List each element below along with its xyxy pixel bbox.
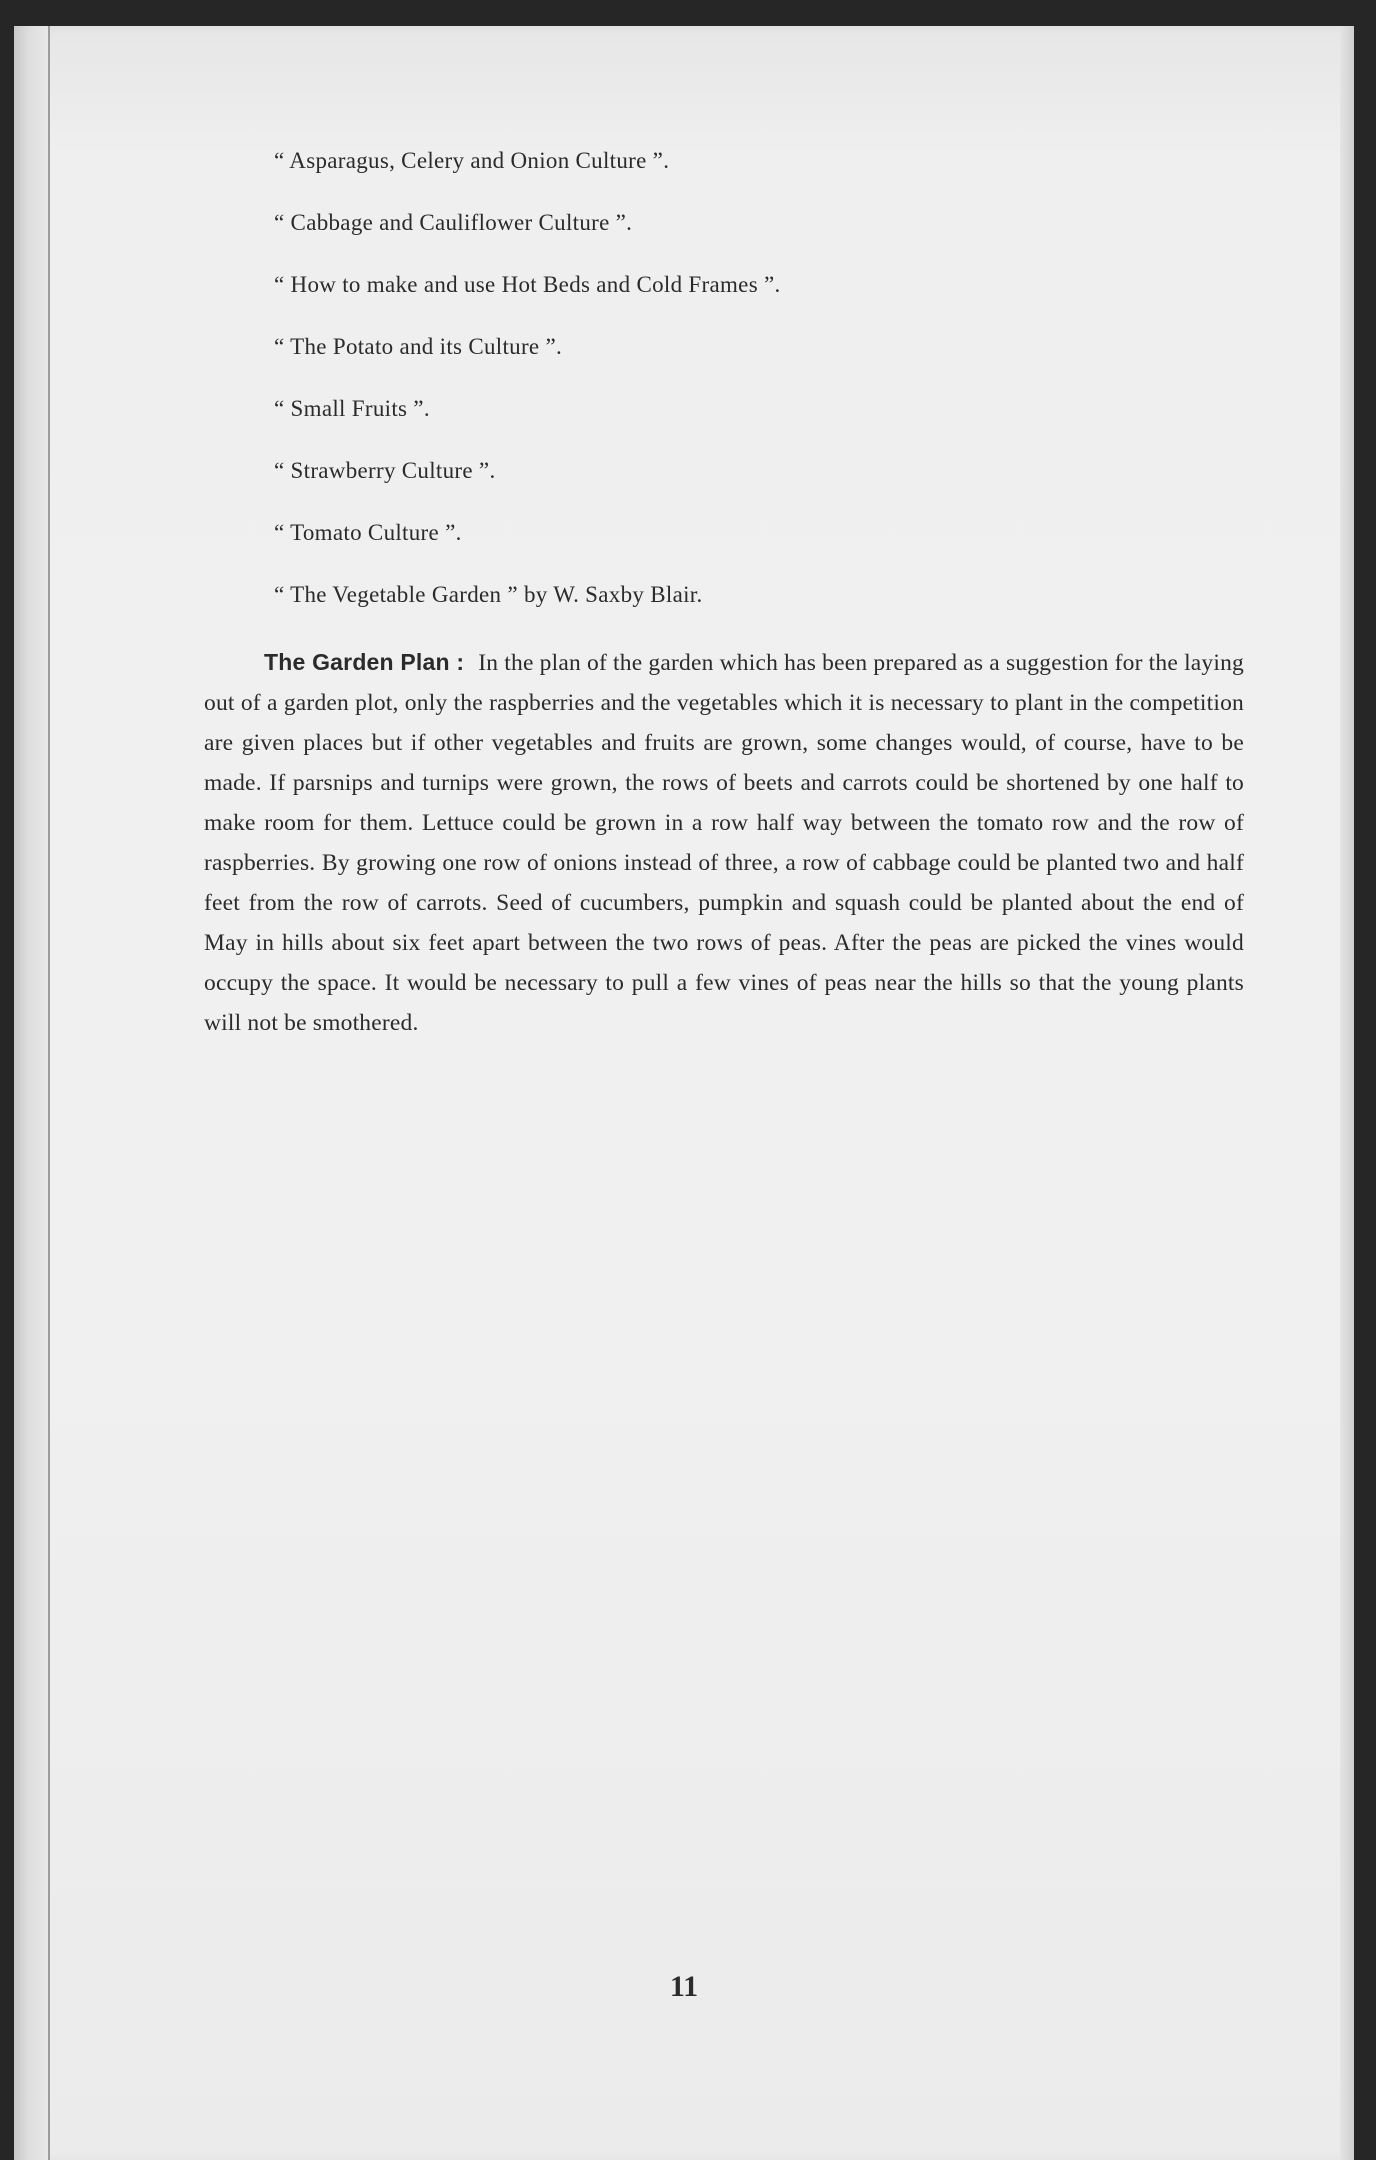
reference-item: “ Tomato Culture ”. [274,520,462,545]
reference-item: “ The Vegetable Garden ” by W. Saxby Blair. [274,582,703,607]
page-binding-edge [14,26,50,2160]
reference-item: “ The Potato and its Culture ”. [274,334,563,359]
garden-plan-paragraph [204,642,1244,1043]
garden-plan-body: In the plan of the garden which has been prepared as a suggestion for the laying out of a garden plot, only the raspberries and the vegetables which it is necessary to plant in the competition are given places but if other vegetables and fruits are grown, some changes would, of course, have to be made. If parsnips and turnips were grown, the rows of beets and carrots could be shortened by one half to make room for them. Lettuce could be grown in a row half way between the tomato row and the row of raspberries. By growing one row of onions instead of three, a row of cabbage could be planted two and half feet from the row of carrots. Seed of cucumbers, pumpkin and squash could be planted about the end of May in hills about six feet apart between the two rows of peas. After the peas are picked the vines would occupy the space. It would be necessary to pull a few vines of peas near the hills so that the young plants will not be smothered. [204,650,1245,1036]
page-right-edge [1340,26,1354,2160]
garden-plan-heading: The Garden Plan : [264,649,465,675]
page-number: 11 [669,1970,699,2003]
reference-item: “ Cabbage and Cauliflower Culture ”. [274,210,633,235]
reference-list [204,146,1244,610]
page-text-block [204,146,1244,1043]
document-page [14,26,1354,2160]
reference-item: “ How to make and use Hot Beds and Cold Frames ”. [274,272,781,297]
reference-item: “ Small Fruits ”. [274,396,430,421]
reference-item: “ Asparagus, Celery and Onion Culture ”. [274,148,670,173]
reference-item: “ Strawberry Culture ”. [274,458,496,483]
